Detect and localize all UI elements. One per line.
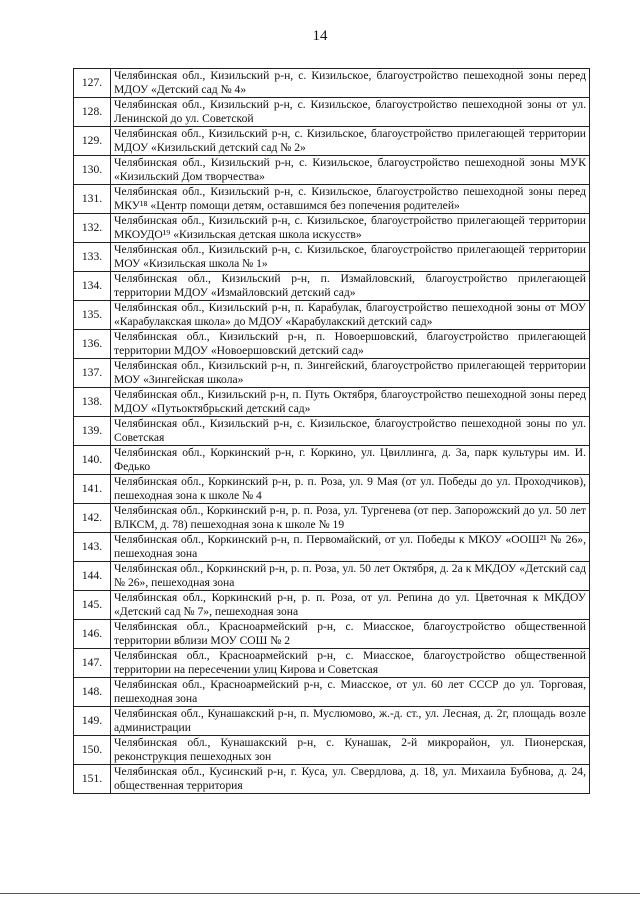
row-description: Челябинская обл., Кизильский р-н, п. Зингейский, благоустройство прилегающей территории МОУ «Зингейская школа»	[111, 359, 590, 388]
row-number: 145.	[74, 591, 111, 620]
table-row	[74, 678, 590, 707]
row-description: Челябинская обл., Кизильский р-н, с. Кизильское, благоустройство пешеходной зоны по ул. Советская	[111, 417, 590, 446]
row-description: Челябинская обл., Коркинский р-н, п. Первомайский, от ул. Победы к МКОУ «ООШ²¹ № 26», пешеходная зона	[111, 533, 590, 562]
row-number: 137.	[74, 359, 111, 388]
row-number: 146.	[74, 620, 111, 649]
row-description: Челябинская обл., Коркинский р-н, р. п. Роза, от ул. Репина до ул. Цветочная к МКДОУ «Детский сад № 7», пешеходная зона	[111, 591, 590, 620]
table-row	[74, 301, 590, 330]
row-description: Челябинская обл., Кунашакский р-н, с. Кунашак, 2-й микрорайон, ул. Пионерская, реконструкция пешеходных зон	[111, 736, 590, 765]
row-description: Челябинская обл., Коркинский р-н, р. п. Роза, ул. 50 лет Октября, д. 2а к МКДОУ «Детский сад № 26», пешеходная зона	[111, 562, 590, 591]
row-description: Челябинская обл., Коркинский р-н, г. Коркино, ул. Цвиллинга, д. 3а, парк культуры им. И. Федько	[111, 446, 590, 475]
footer-rule	[0, 893, 640, 894]
row-number: 139.	[74, 417, 111, 446]
row-description: Челябинская обл., Кизильский р-н, с. Кизильское, благоустройство прилегающей территории МКОУДО¹⁹ «Кизильская детская школа искусств»	[111, 214, 590, 243]
row-description: Челябинская обл., Кизильский р-н, с. Кизильское, благоустройство пешеходной зоны перед МКУ¹⁸ «Центр помощи детям, оставшимся без попечения родителей»	[111, 185, 590, 214]
table-body	[74, 69, 590, 794]
row-number: 130.	[74, 156, 111, 185]
table-row	[74, 214, 590, 243]
table-row	[74, 243, 590, 272]
row-number: 138.	[74, 388, 111, 417]
table-row	[74, 330, 590, 359]
table-row	[74, 649, 590, 678]
table-row	[74, 359, 590, 388]
table-row	[74, 562, 590, 591]
table-row	[74, 185, 590, 214]
row-number: 149.	[74, 707, 111, 736]
row-number: 148.	[74, 678, 111, 707]
row-number: 135.	[74, 301, 111, 330]
table-row	[74, 127, 590, 156]
row-number: 140.	[74, 446, 111, 475]
table-row	[74, 736, 590, 765]
row-number: 144.	[74, 562, 111, 591]
row-description: Челябинская обл., Кизильский р-н, с. Кизильское, благоустройство прилегающей территории МОУ «Кизильская школа № 1»	[111, 243, 590, 272]
table-row	[74, 446, 590, 475]
row-number: 143.	[74, 533, 111, 562]
row-description: Челябинская обл., Кизильский р-н, с. Кизильское, благоустройство пешеходной зоны перед МДОУ «Детский сад № 4»	[111, 69, 590, 98]
row-number: 132.	[74, 214, 111, 243]
row-description: Челябинская обл., Кизильский р-н, с. Кизильское, благоустройство прилегающей территории МДОУ «Кизильский детский сад № 2»	[111, 127, 590, 156]
row-number: 128.	[74, 98, 111, 127]
table-row	[74, 272, 590, 301]
table-row	[74, 504, 590, 533]
table-row	[74, 707, 590, 736]
table-row	[74, 69, 590, 98]
row-description: Челябинская обл., Коркинский р-н, р. п. Роза, ул. Тургенева (от пер. Запорожский до ул. 50 лет ВЛКСМ, д. 78) пешеходная зона к школе № 19	[111, 504, 590, 533]
row-number: 151.	[74, 765, 111, 794]
row-description: Челябинская обл., Кунашакский р-н, п. Муслюмово, ж.-д. ст., ул. Лесная, д. 2г, площадь возле администрации	[111, 707, 590, 736]
row-number: 134.	[74, 272, 111, 301]
page-number: 14	[312, 28, 328, 44]
table-row	[74, 765, 590, 794]
row-number: 147.	[74, 649, 111, 678]
row-description: Челябинская обл., Красноармейский р-н, с. Миасское, благоустройство общественной территории на пересечении улиц Кирова и Советская	[111, 649, 590, 678]
row-description: Челябинская обл., Красноармейский р-н, с. Миасское, благоустройство общественной территории вблизи МОУ СОШ № 2	[111, 620, 590, 649]
row-description: Челябинская обл., Кизильский р-н, с. Кизильское, благоустройство пешеходной зоны от ул. Ленинской до ул. Советской	[111, 98, 590, 127]
row-description: Челябинская обл., Кизильский р-н, п. Путь Октября, благоустройство пешеходной зоны перед МДОУ «Путьоктябрьский детский сад»	[111, 388, 590, 417]
row-description: Челябинская обл., Кизильский р-н, п. Новоершовский, благоустройство прилегающей территории МДОУ «Новоершовский детский сад»	[111, 330, 590, 359]
row-description: Челябинская обл., Красноармейский р-н, с. Миасское, от ул. 60 лет СССР до ул. Торговая, пешеходная зона	[111, 678, 590, 707]
table-row	[74, 475, 590, 504]
territory-list-table	[73, 68, 590, 794]
table-row	[74, 156, 590, 185]
row-number: 129.	[74, 127, 111, 156]
row-number: 142.	[74, 504, 111, 533]
row-description: Челябинская обл., Кизильский р-н, п. Карабулак, благоустройство пешеходной зоны от МОУ «Карабулакская школа» до МДОУ «Карабулакский детский сад»	[111, 301, 590, 330]
row-number: 136.	[74, 330, 111, 359]
row-number: 127.	[74, 69, 111, 98]
row-number: 131.	[74, 185, 111, 214]
row-number: 150.	[74, 736, 111, 765]
row-description: Челябинская обл., Кизильский р-н, с. Кизильское, благоустройство пешеходной зоны МУК «Кизильский Дом творчества»	[111, 156, 590, 185]
table-row	[74, 98, 590, 127]
row-description: Челябинская обл., Кизильский р-н, п. Измайловский, благоустройство прилегающей территории МДОУ «Измайловский детский сад»	[111, 272, 590, 301]
table-row	[74, 620, 590, 649]
table-row	[74, 591, 590, 620]
row-number: 133.	[74, 243, 111, 272]
table-row	[74, 388, 590, 417]
table-row	[74, 417, 590, 446]
row-description: Челябинская обл., Коркинский р-н, р. п. Роза, ул. 9 Мая (от ул. Победы до ул. Проходчиков), пешеходная зона к школе № 4	[111, 475, 590, 504]
row-number: 141.	[74, 475, 111, 504]
table-row	[74, 533, 590, 562]
row-description: Челябинская обл., Кусинский р-н, г. Куса, ул. Свердлова, д. 18, ул. Михаила Бубнова, д. 24, общественная территория	[111, 765, 590, 794]
